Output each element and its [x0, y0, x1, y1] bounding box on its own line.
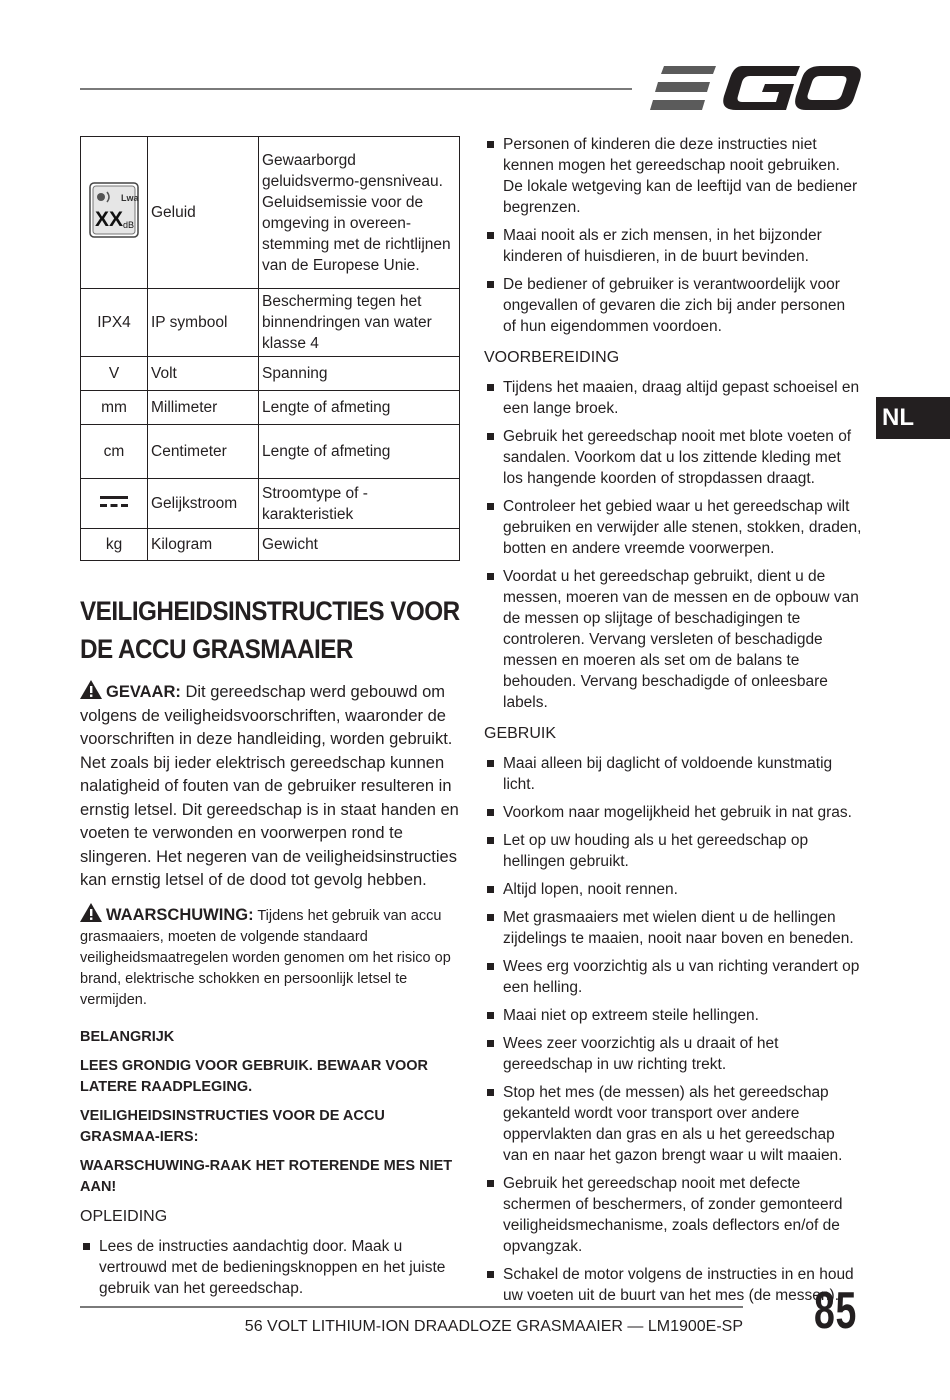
bullet-icon — [487, 760, 494, 767]
list-item: Stop het mes (de messen) als het gereedschap gekanteld wordt voor transport over andere oppervlakten dan gras en als u het gereedschap van en naar het gazon brengt waar u wilt maaien. — [484, 1082, 862, 1166]
symbol-cell: kg — [81, 529, 148, 561]
footer-text: 56 VOLT LITHIUM-ION DRAADLOZE GRASMAAIER — LM1900E-SP — [244, 1318, 743, 1335]
danger-text: Dit gereedschap werd gebouwd om volgens de veiligheidsvoorschriften, waaronder de voorschriften in deze handleiding, worden gebruikt. Net zoals bij ieder elektrisch gereedschap kunnen nalatigheid of fouten van de gebruiker resulteren in ernstig letsel. Dit gereedschap is in staat handen en voeten te verwonden en voorwerpen rond te slingeren. Het negeren van de veiligheidsinstructies kan ernstig letsel of de dood tot gevolg hebben. — [80, 683, 459, 889]
symbol-description: Lengte of afmeting — [259, 425, 460, 479]
bullet-icon — [487, 1040, 494, 1047]
list-item: Controleer het gebied waar u het gereedschap wilt gebruiken en verwijder alle stenen, stokken, draden, botten en andere vreemde voorwerpen. — [484, 496, 862, 559]
left-column — [80, 592, 462, 1309]
bullet-icon — [83, 1243, 90, 1250]
table-row — [81, 425, 460, 479]
list-item: De bediener of gebruiker is verantwoordelijk voor ongevallen of gevaren die zich bij ander personen of hun eigendommen voordoen. — [484, 274, 862, 337]
symbol-cell — [81, 479, 148, 529]
bullet-icon — [487, 1271, 494, 1278]
bullet-icon — [487, 809, 494, 816]
symbol-cell: mm — [81, 391, 148, 425]
language-tab: NL — [876, 397, 950, 439]
bullet-icon — [487, 141, 494, 148]
symbol-cell: cm — [81, 425, 148, 479]
list-item: Tijdens het maaien, draag altijd gepast schoeisel en een lange broek. — [484, 377, 862, 419]
svg-text:dB: dB — [123, 219, 135, 230]
symbol-description: Spanning — [259, 357, 460, 391]
list-item: Gebruik het gereedschap nooit met defecte schermen of beschermers, of zonder gemonteerd veiligheidsmechanisme, zoals deflectors en/of de opvangzak. — [484, 1173, 862, 1257]
warning-triangle-icon — [80, 903, 102, 922]
symbol-name: IP symbool — [148, 289, 259, 357]
symbol-description: Stroomtype of -karakteristiek — [259, 479, 460, 529]
bullet-icon — [487, 963, 494, 970]
table-row — [81, 137, 460, 289]
warning-paragraph — [80, 903, 462, 1011]
bullet-icon — [487, 886, 494, 893]
list-item: Wees erg voorzichtig als u van richting verandert op een helling. — [484, 956, 862, 998]
list-item: Personen of kinderen die deze instructies niet kennen mogen het gereedschap nooit gebruiken. De lokale wetgeving kan de leeftijd van de bediener begrenzen. — [484, 134, 862, 218]
section-title: VEILIGHEIDSINSTRUCTIES VOOR DE ACCU GRASMAAIER — [80, 596, 460, 664]
bullet-icon — [487, 837, 494, 844]
list-item: Met grasmaaiers met wielen dient u de hellingen zijdelings te maaien, nooit naar boven en beneden. — [484, 907, 862, 949]
list-item: Maai niet op extreem steile hellingen. — [484, 1005, 862, 1026]
bullet-icon — [487, 281, 494, 288]
preparation-heading: VOORBEREIDING — [484, 349, 620, 366]
table-row — [81, 357, 460, 391]
symbol-name: Gelijkstroom — [148, 479, 259, 529]
list-item: Gebruik het gereedschap nooit met blote voeten of sandalen. Voorkom dat u los zittende kleding met los hangende koorden of stropdassen draagt. — [484, 426, 862, 489]
bullet-icon — [487, 232, 494, 239]
important-instructions: VEILIGHEIDSINSTRUCTIES VOOR DE ACCU GRASMAA-IERS: — [80, 1107, 385, 1145]
list-item: Maai nooit als er zich mensen, in het bijzonder kinderen of huisdieren, in de buurt bevinden. — [484, 225, 862, 267]
use-list — [484, 753, 862, 1306]
symbol-description: Bescherming tegen het binnendringen van water klasse 4 — [259, 289, 460, 357]
symbol-name: Millimeter — [148, 391, 259, 425]
bullet-icon — [487, 503, 494, 510]
danger-label: GEVAAR: — [106, 683, 181, 701]
preparation-list — [484, 377, 862, 713]
warning-label: WAARSCHUWING: — [106, 905, 254, 924]
table-row — [81, 529, 460, 561]
table-row — [81, 479, 460, 529]
list-item: Lees de instructies aandachtig door. Maak u vertrouwd met de bedieningsknoppen en het juiste gebruik van het gereedschap. — [80, 1236, 462, 1299]
ego-logo — [650, 62, 862, 114]
svg-text:Lwa: Lwa — [121, 192, 139, 203]
important-warning: WAARSCHUWING-RAAK HET ROTERENDE MES NIET AAN! — [80, 1157, 453, 1195]
bullet-icon — [487, 1089, 494, 1096]
symbol-cell: V — [81, 357, 148, 391]
bullet-icon — [487, 384, 494, 391]
list-item: Maai alleen bij daglicht of voldoende kunstmatig licht. — [484, 753, 862, 795]
symbol-name: Centimeter — [148, 425, 259, 479]
bullet-icon — [487, 573, 494, 580]
list-item: Altijd lopen, nooit rennen. — [484, 879, 862, 900]
important-heading: BELANGRIJK — [80, 1028, 175, 1045]
table-row — [81, 289, 460, 357]
list-item: Voordat u het gereedschap gebruikt, dient u de messen, moeren van de messen en de opbouw van de messen op slijtage of beschadigingen te controleren. Vervang versleten of beschadigde messen en moeren als set om de balans te behouden. Vervang beschadigde of onleesbare labels. — [484, 566, 862, 713]
svg-text:XX: XX — [95, 207, 124, 231]
bullet-icon — [487, 433, 494, 440]
training-list — [80, 1236, 462, 1299]
symbol-name: Kilogram — [148, 529, 259, 561]
list-item: Schakel de motor volgens de instructies in en houd uw voeten uit de buurt van het mes (de messen). — [484, 1264, 862, 1306]
right-column — [484, 134, 862, 1316]
symbol-description: Gewicht — [259, 529, 460, 561]
symbol-name: Geluid — [148, 137, 259, 289]
table-row — [81, 391, 460, 425]
footer-rule — [80, 1306, 743, 1308]
bullet-icon — [487, 914, 494, 921]
warning-triangle-icon — [80, 680, 102, 699]
use-heading: GEBRUIK — [484, 725, 557, 742]
bullet-icon — [487, 1012, 494, 1019]
symbol-cell: IPX4 — [81, 289, 148, 357]
direct-current-icon — [99, 494, 129, 508]
symbol-name: Volt — [148, 357, 259, 391]
symbol-description: Gewaarborgd geluidsvermo-gensniveau. Geluidsemissie voor de omgeving in overeen-stemming met de richtlijnen van de Europese Unie. — [259, 137, 460, 289]
bullet-icon — [487, 1180, 494, 1187]
symbols-table — [80, 136, 460, 561]
important-read: LEES GRONDIG VOOR GEBRUIK. BEWAAR VOOR LATERE RAADPLEGING. — [80, 1057, 429, 1095]
training-list-continued — [484, 134, 862, 337]
sound-level-icon — [89, 182, 139, 238]
training-heading: OPLEIDING — [80, 1207, 168, 1225]
warning-text: Tijdens het gebruik van accu grasmaaiers, moeten de volgende standaard veiligheidsmaatregelen worden genomen om het risico op brand, elektrische schokken en persoonlijk letsel te vermijden. — [80, 907, 451, 1008]
symbol-cell — [81, 137, 148, 289]
symbol-description: Lengte of afmeting — [259, 391, 460, 425]
header-rule — [80, 88, 632, 90]
danger-paragraph — [80, 680, 462, 893]
list-item: Let op uw houding als u het gereedschap op hellingen gebruikt. — [484, 830, 862, 872]
page-number: 85 — [814, 1282, 858, 1340]
list-item: Voorkom naar mogelijkheid het gebruik in nat gras. — [484, 802, 862, 823]
list-item: Wees zeer voorzichtig als u draait of het gereedschap in uw richting trekt. — [484, 1033, 862, 1075]
